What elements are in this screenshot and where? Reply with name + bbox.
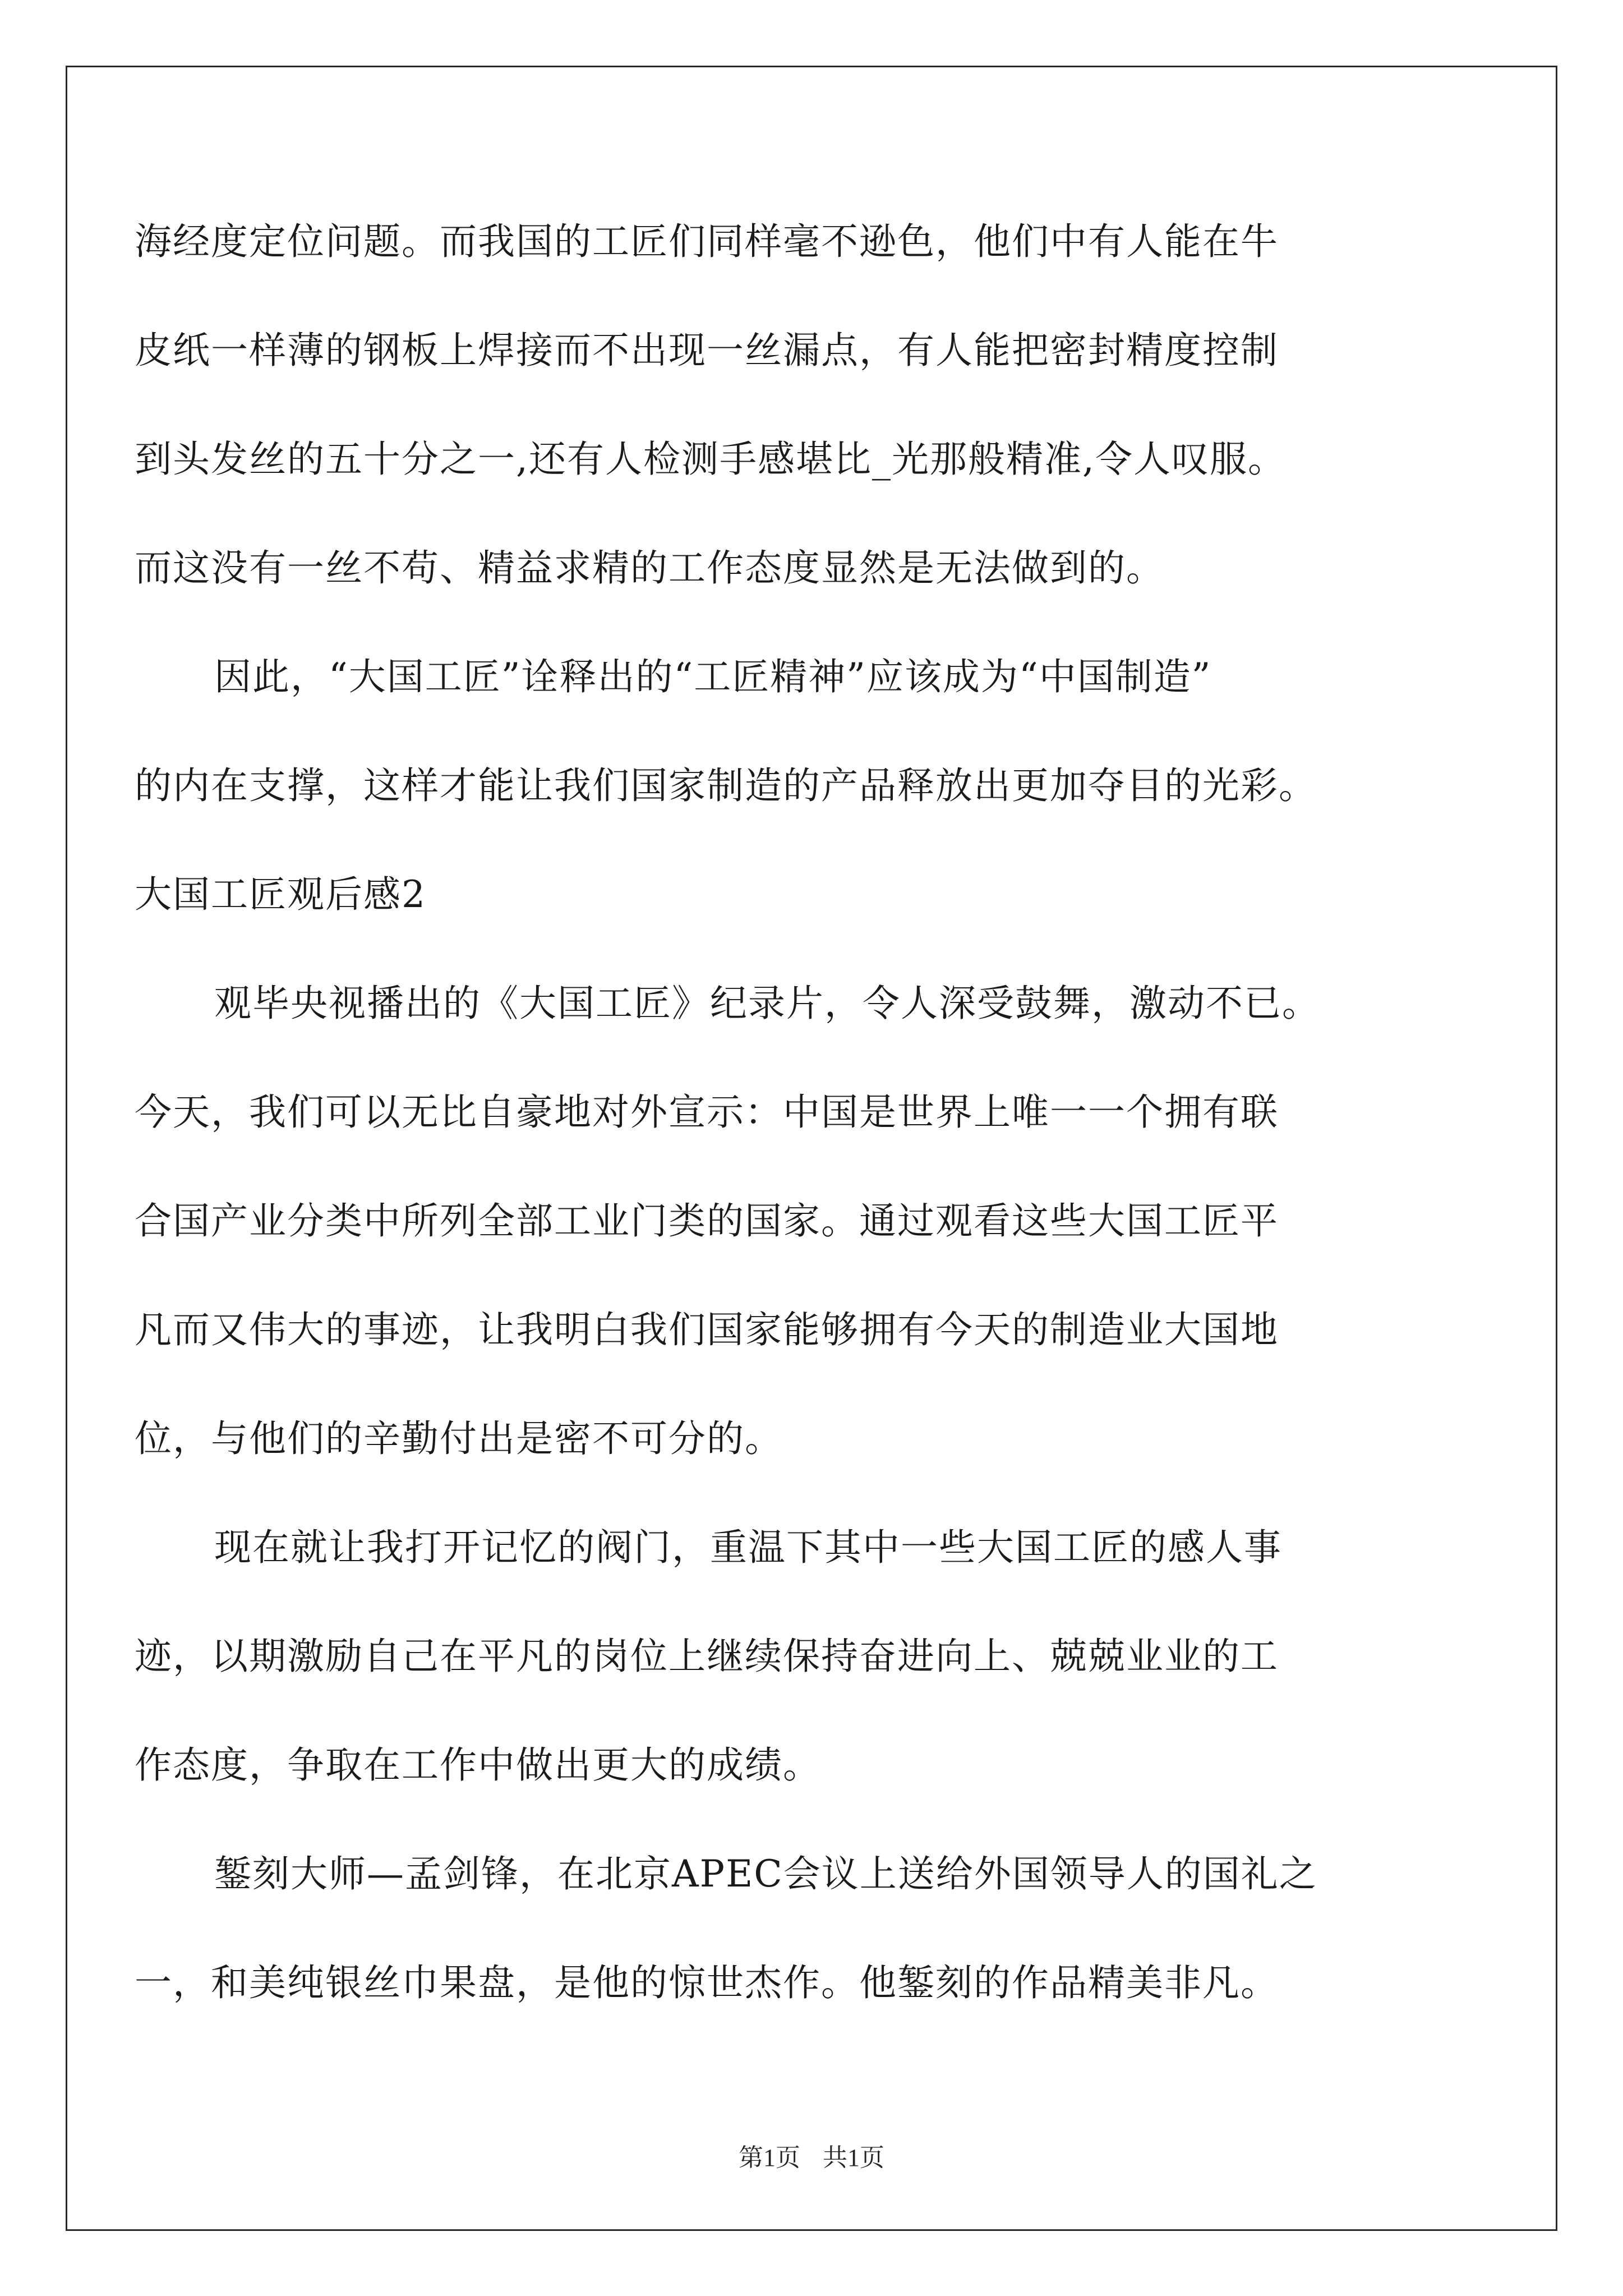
page-border [66,66,1557,2231]
text-line: 皮纸一样薄的钢板上焊接而不出现一丝漏点，有人能把密封精度控制 [135,329,1279,372]
text-line: 现在就让我打开记忆的阀门，重温下其中一些大国工匠的感人事 [214,1526,1282,1569]
page-number: 第1页 [739,2144,800,2171]
text-line: 观毕央视播出的《大国工匠》纪录片，令人深受鼓舞，激动不已。 [214,982,1320,1025]
text-line: 迹，以期激励自己在平凡的岗位上继续保持奋进向上、兢兢业业的工 [135,1635,1279,1678]
text-line: 合国产业分类中所列全部工业门类的国家。通过观看这些大国工匠平 [135,1199,1279,1243]
text-line: 一，和美纯银丝巾果盘，是他的惊世杰作。他錾刻的作品精美非凡。 [135,1961,1279,2004]
section-heading: 大国工匠观后感2 [135,873,426,916]
text-line: 因此，“大国工匠”诠释出的“工匠精神”应该成为“中国制造” [214,655,1212,698]
text-line: 而这没有一丝不苟、精益求精的工作态度显然是无法做到的。 [135,546,1164,590]
page-total: 共1页 [823,2144,884,2171]
text-line: 凡而又伟大的事迹，让我明白我们国家能够拥有今天的制造业大国地 [135,1308,1279,1351]
page-footer [0,2137,1623,2173]
text-line: 的内在支撑，这样才能让我们国家制造的产品释放出更加夺目的光彩。 [135,764,1317,807]
text-line: 今天，我们可以无比自豪地对外宣示：中国是世界上唯一一个拥有联 [135,1091,1279,1134]
text-line: 位，与他们的辛勤付出是密不可分的。 [135,1417,783,1460]
text-line: 作态度，争取在工作中做出更大的成绩。 [135,1743,821,1787]
text-line: 海经度定位问题。而我国的工匠们同样毫不逊色，他们中有人能在牛 [135,220,1279,263]
text-line: 錾刻大师—孟剑锋，在北京APEC会议上送给外国领导人的国礼之 [214,1852,1317,1895]
text-line: 到头发丝的五十分之一,还有人检测手感堪比_光那般精准,令人叹服。 [135,438,1286,481]
